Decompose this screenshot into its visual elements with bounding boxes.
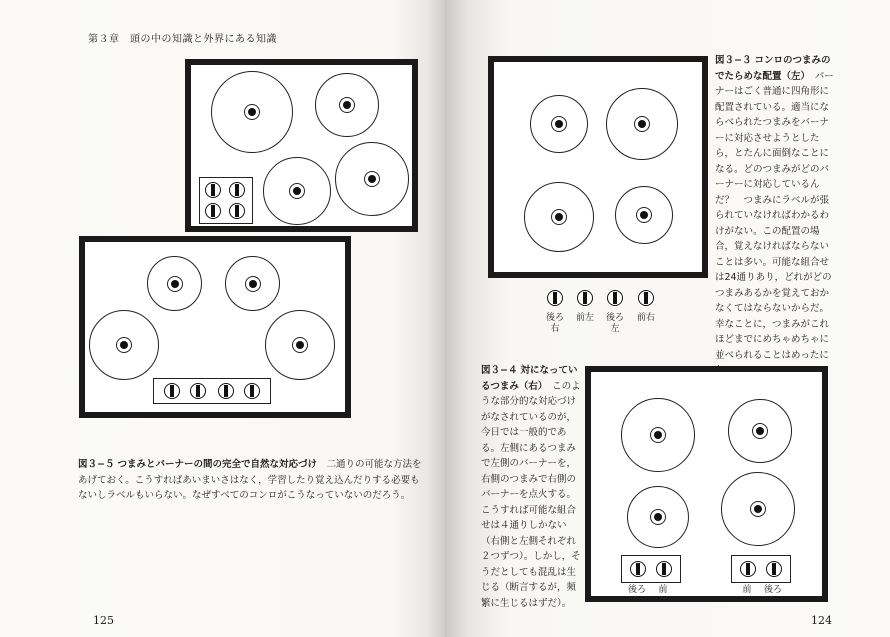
right-page (445, 0, 890, 637)
burner (530, 95, 588, 153)
knob-label: 後ろ 左 (605, 313, 624, 334)
burner (615, 186, 673, 244)
knob-panel (199, 177, 253, 224)
burner (263, 157, 331, 225)
figure-title: コンロのつまみのでたらめな配置（左） (715, 55, 831, 82)
knob (244, 383, 260, 399)
knob-label: 前左 (575, 313, 594, 323)
burner (315, 73, 379, 137)
knob-label: 後ろ (763, 585, 782, 595)
stove-diagram-bottom (79, 236, 351, 418)
knob (766, 561, 782, 577)
page-number-right: 124 (811, 614, 832, 627)
knob (656, 561, 672, 577)
running-head: 第３章 頭の中の知識と外界にある知識 (88, 34, 277, 45)
figure-3-5-caption (78, 457, 426, 504)
burner (225, 256, 280, 311)
knob (229, 182, 245, 198)
knob-label: 後ろ 右 (545, 313, 564, 334)
knob (607, 290, 623, 306)
figure-text: バーナーはごく普通に四角形に配置されている。適当にならべられたつまみをバーナーに対応させようとしたら，とたんに面倒なことになる。どのつまみがどのバーナーに対応しているんだ？ つまみにラベルが張られていなければわかるわけがない。この配置の場合，覚えなければならないことは多い。可能な組合せは24通りあり，どれがどのつまみあるかを覚えておかなくてはならないからだ。幸なことに，つまみがこれほどまでにめちゃめちゃに並べられることはめったに (715, 70, 834, 361)
burner (606, 88, 678, 160)
burner (335, 142, 409, 216)
figure-label: 図３−４ (481, 365, 518, 376)
figure-3-3-caption (715, 53, 836, 379)
knob (205, 203, 221, 219)
knob-label: 後ろ (627, 585, 646, 595)
knob-panel (153, 378, 271, 404)
knob-label: 前 (658, 585, 668, 595)
figure-label: 図３−３ (715, 55, 752, 66)
burner (265, 310, 335, 380)
knob (205, 182, 221, 198)
burner (627, 486, 689, 548)
figure-text: 二通りの可能な方法をあげておく。こうすればあいまいさはなく，学習したり覚え込んだりする必要もないしラベルもいらない。なぜすべてのコンロがこうなっていないのだろう。 (78, 459, 422, 501)
knob (638, 290, 654, 306)
figure-3-4-caption (481, 363, 581, 611)
figure-title: 対になっているつまみ（右） (481, 365, 578, 392)
burner (621, 398, 695, 472)
knob (190, 383, 206, 399)
knob-panel-right (731, 555, 791, 583)
page-number-left: 125 (93, 614, 114, 627)
knob (577, 290, 593, 306)
knob (740, 561, 756, 577)
knob-panel-left (621, 555, 681, 583)
knob (229, 203, 245, 219)
burner (211, 71, 293, 153)
knob-label: 前右 (636, 313, 655, 323)
burner (728, 399, 792, 463)
stove-diagram-random-knobs (488, 56, 708, 278)
stove-diagram-paired-knobs (585, 366, 828, 602)
knob (218, 383, 234, 399)
knob-label: 前 (742, 585, 752, 595)
burner (147, 256, 202, 311)
figure-title: つまみとバーナーの間の完全で自然な対応づけ (117, 459, 318, 470)
knob (630, 561, 646, 577)
burner (524, 182, 594, 252)
burner (721, 472, 795, 546)
burner (89, 310, 159, 380)
knob (164, 383, 180, 399)
figure-text: このような部分的な対応づけがなされているのが，今日では一般的である。左側にあるつまみで左側のバーナーを，右側のつまみで右側のバーナーを点火する。こうすれば可能な組合せは４通りしかない（右側と左側それぞれ２つずつ）。しかし，そうだとしても混乱は生じる（断言するが，頻繁に生じるはずだ）。 (481, 380, 581, 609)
stove-diagram-top (185, 59, 418, 232)
figure-label: 図３−５ (78, 459, 115, 470)
knob (547, 290, 563, 306)
